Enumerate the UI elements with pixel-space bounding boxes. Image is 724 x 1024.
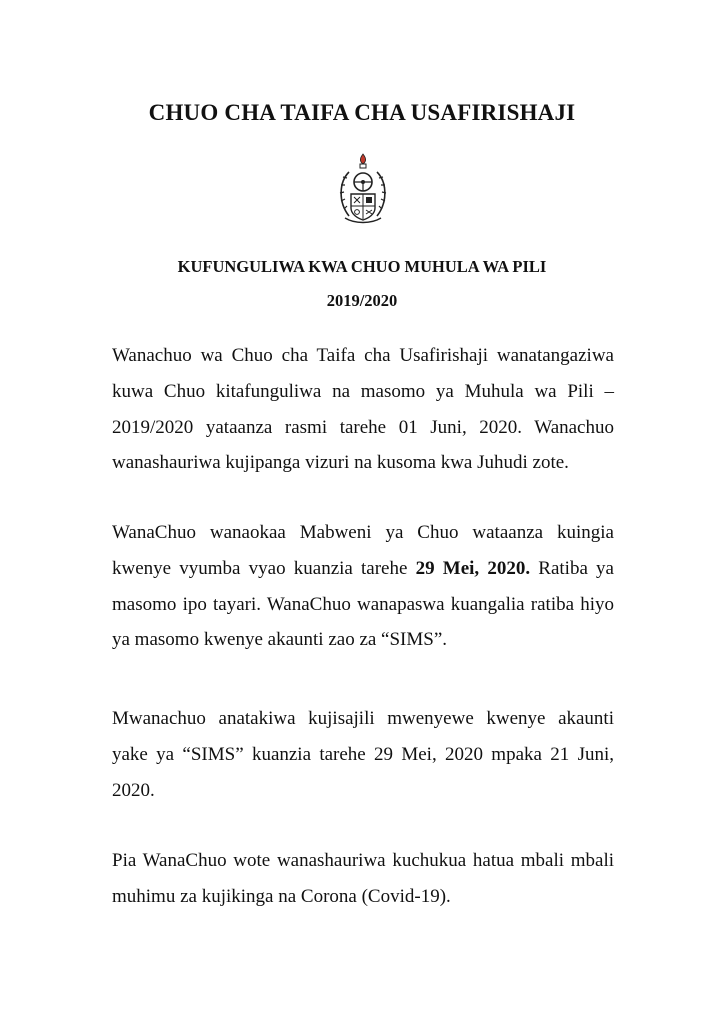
hostel-date: 29 Mei, 2020. (415, 557, 531, 579)
paragraph-corona (112, 843, 614, 915)
notice-title (0, 250, 724, 318)
crest-icon (329, 152, 397, 226)
paragraph-hostels-after: Ratiba ya masomo ipo tayari. WanaChuo wanapaswa kuangalia ratiba hiyo ya masomo kwenye akaunti zao za “SIMS”. (112, 557, 614, 651)
paragraph-registration (112, 701, 614, 808)
paragraph-hostels (112, 515, 614, 658)
paragraph-hostels-before: WanaChuo wanaokaa Mabweni ya Chuo wataanza kuingia kwenye vyumba vyao kuanzia tarehe (112, 522, 614, 579)
paragraph-registration-text: Mwanachuo anatakiwa kujisajili mwenyewe kwenye akaunti yake ya “SIMS” kuanzia tarehe 29 Mei, 2020 mpaka 21 Juni, 2020. (112, 708, 614, 801)
institution-title: CHUO CHA TAIFA CHA USAFIRISHAJI (148, 100, 576, 125)
paragraph-opening (112, 338, 614, 481)
paragraph-opening-text: Wanachuo wa Chuo cha Taifa cha Usafirishaji wanatangaziwa kuwa Chuo kitafunguliwa na masomo ya Muhula wa Pili – 2019/2020 yataanza rasmi tarehe 01 Juni, 2020. Wanachuo wanashauriwa kujipanga vizuri na kusoma kwa Juhudi zote. (112, 345, 614, 474)
paragraph-hostels-text (112, 515, 614, 658)
notice-title-line2: 2019/2020 (326, 291, 398, 310)
paragraph-corona-text: Pia WanaChuo wote wanashauriwa kuchukua hatua mbali mbali muhimu za kujikinga na Corona (Covid-19). (112, 850, 614, 907)
notice-title-line1: KUFUNGULIWA KWA CHUO MUHULA WA PILI (177, 257, 547, 276)
